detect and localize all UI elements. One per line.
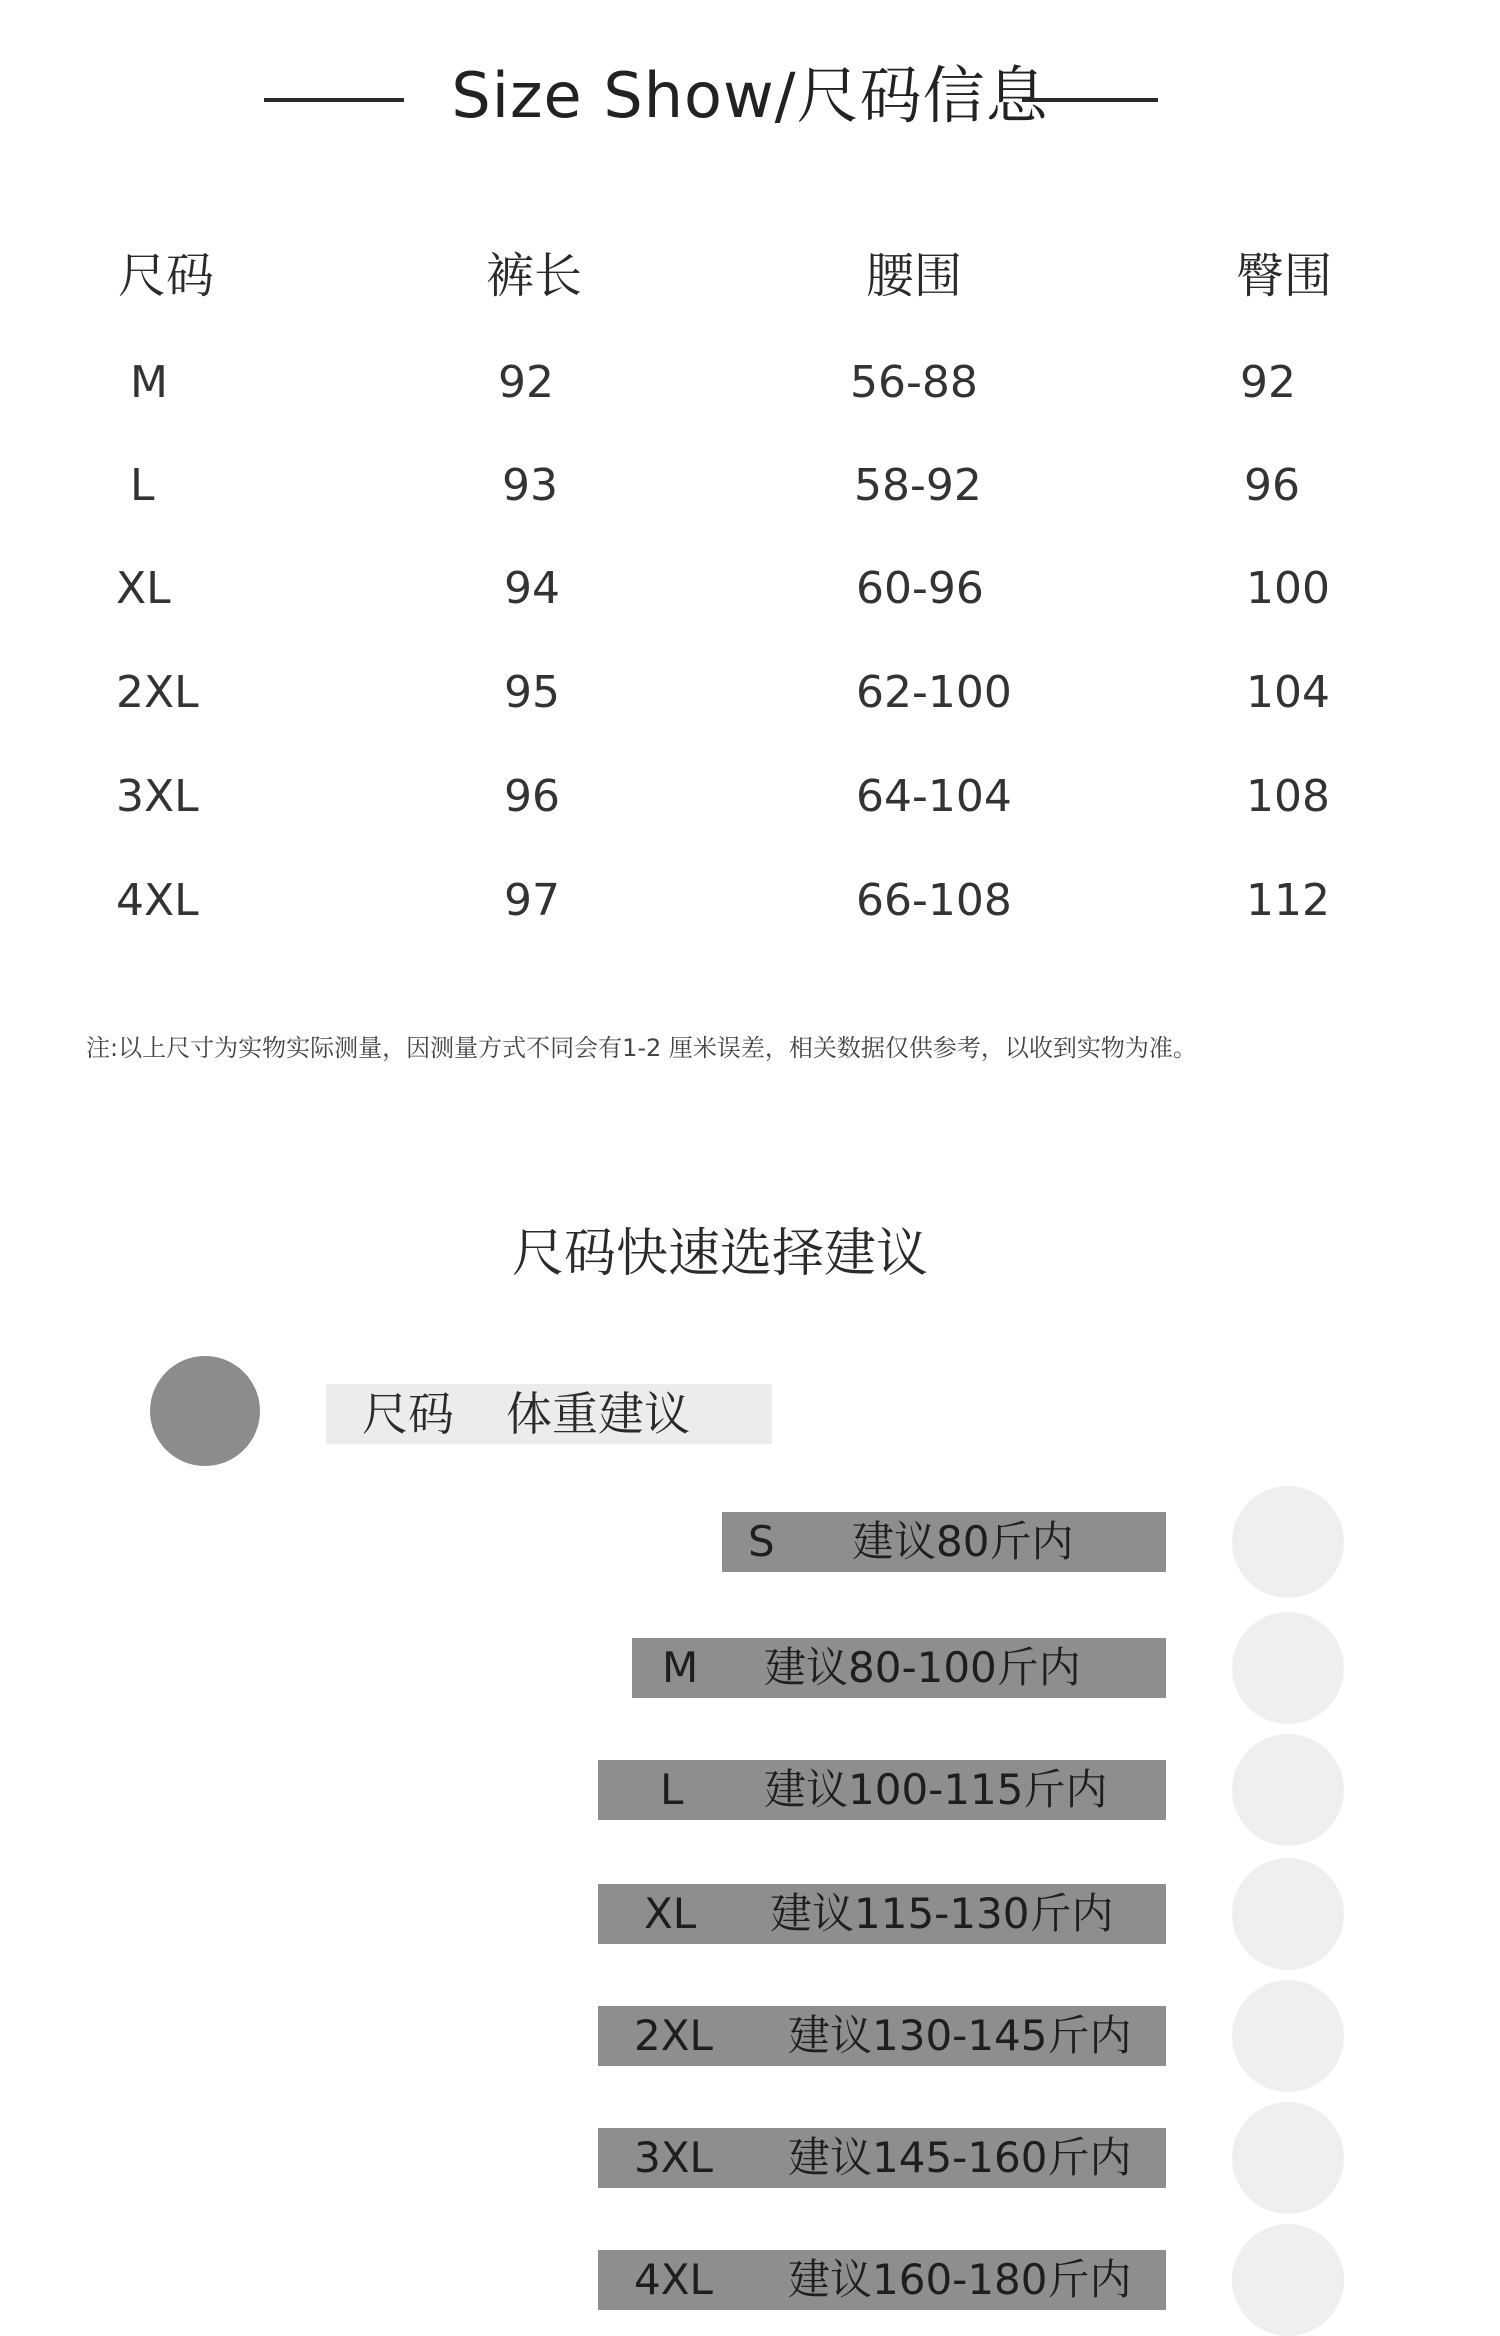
table-cell: 92 [498,357,554,408]
legend-label [362,1384,690,1444]
measurement-note: 注:以上尺寸为实物实际测量，因测量方式不同会有1-2 厘米误差，相关数据仅供参考，以收到实物为准。 [86,1034,1197,1062]
decor-circle [1232,1734,1344,1846]
advice-title: 尺码快速选择建议 [511,1224,928,1284]
advice-size: XL [644,1889,697,1938]
table-cell: 95 [504,667,560,718]
table-cell: 2XL [116,667,199,718]
advice-text: 建议160-180斤内 [788,2255,1132,2304]
advice-bar-4xl [598,2250,1166,2310]
column-header-hip: 臀围 [1236,248,1333,304]
table-cell: 4XL [116,875,199,926]
page-title: Size Show/尺码信息 [451,59,1049,132]
table-cell: 56-88 [850,357,978,408]
table-cell: 104 [1246,667,1330,718]
column-header-size: 尺码 [118,248,215,304]
table-cell: 112 [1246,875,1330,926]
table-cell: 108 [1246,771,1330,822]
advice-text: 建议130-145斤内 [788,2011,1132,2060]
table-cell: 94 [504,563,560,614]
advice-size: 2XL [634,2011,713,2060]
decor-circle [1232,1486,1344,1598]
advice-bar-s [722,1512,1166,1572]
advice-size: M [662,1643,699,1692]
table-cell: L [130,460,155,511]
advice-size: 4XL [634,2255,713,2304]
table-cell: 100 [1246,563,1330,614]
advice-size: S [748,1517,775,1566]
decor-circle [1232,2102,1344,2214]
table-cell: M [130,357,168,408]
column-header-waist: 腰围 [866,248,963,304]
advice-bar-xl [598,1884,1166,1944]
advice-bar-l [598,1760,1166,1820]
decor-circle [1232,1858,1344,1970]
table-cell: 58-92 [854,460,982,511]
table-cell: XL [116,563,171,614]
table-cell: 92 [1240,357,1296,408]
table-cell: 96 [1244,460,1300,511]
advice-size: 3XL [634,2133,713,2182]
advice-text: 建议80斤内 [852,1517,1074,1566]
decor-circle [1232,1612,1344,1724]
table-cell: 96 [504,771,560,822]
advice-size: L [660,1765,684,1814]
advice-bar-2xl [598,2006,1166,2066]
decor-circle [1232,1980,1344,2092]
advice-bar-3xl [598,2128,1166,2188]
advice-text: 建议115-130斤内 [770,1889,1114,1938]
table-cell: 64-104 [856,771,1012,822]
table-cell: 62-100 [856,667,1012,718]
legend-weight-label: 体重建议 [506,1387,690,1441]
table-cell: 93 [502,460,558,511]
table-cell: 3XL [116,771,199,822]
legend-size-label: 尺码 [362,1387,454,1441]
column-header-length: 裤长 [486,248,583,304]
advice-text: 建议100-115斤内 [764,1765,1108,1814]
table-cell: 97 [504,875,560,926]
table-cell: 60-96 [856,563,984,614]
legend-dot [150,1356,260,1466]
advice-bar-m [632,1638,1166,1698]
advice-text: 建议80-100斤内 [764,1643,1081,1692]
decor-circle [1232,2224,1344,2336]
advice-text: 建议145-160斤内 [788,2133,1132,2182]
table-cell: 66-108 [856,875,1012,926]
